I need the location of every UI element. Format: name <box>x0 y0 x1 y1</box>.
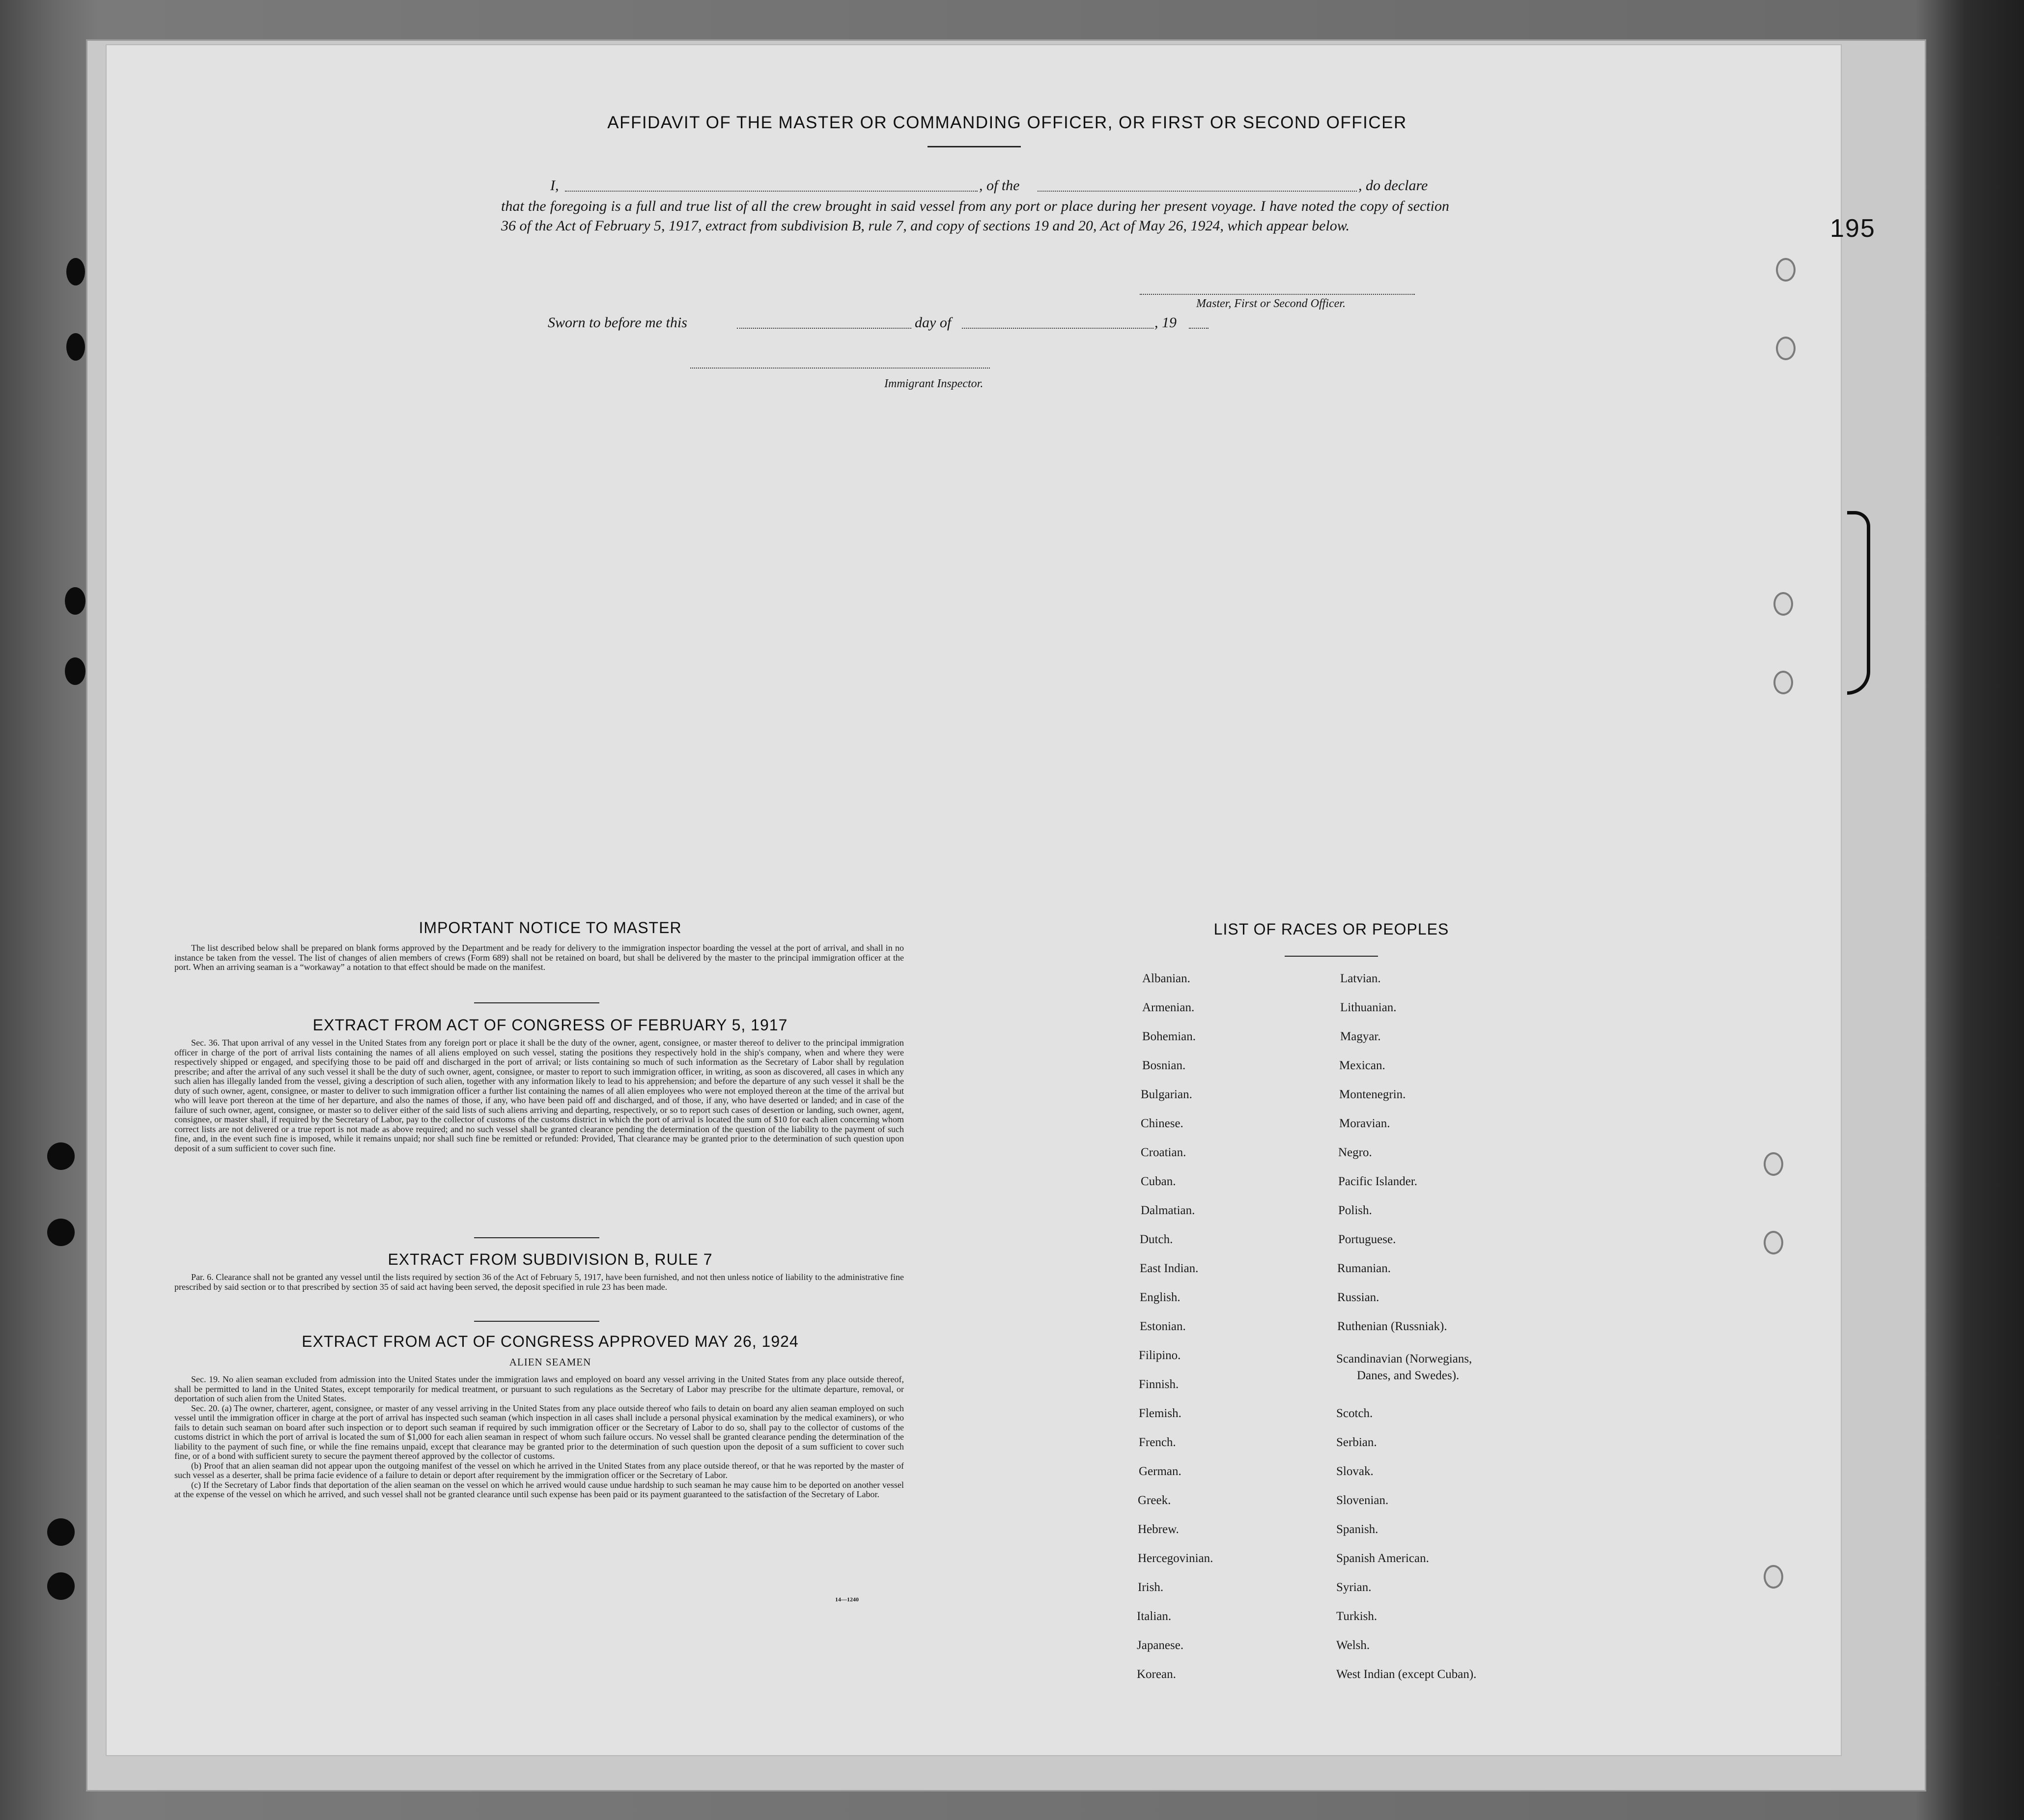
race-item: Serbian. <box>1336 1436 1377 1449</box>
race-item: Filipino. <box>1139 1349 1181 1362</box>
race-item: Dutch. <box>1140 1233 1173 1246</box>
pencil-mark <box>1847 511 1870 695</box>
race-item: French. <box>1139 1436 1176 1449</box>
title-rule <box>928 146 1021 147</box>
declarant-name-field[interactable] <box>565 191 978 192</box>
race-item: Negro. <box>1338 1146 1372 1159</box>
race-item: Flemish. <box>1139 1407 1181 1420</box>
race-item: Bulgarian. <box>1141 1088 1192 1101</box>
race-item: Spanish American. <box>1336 1552 1429 1565</box>
race-item: Bohemian. <box>1142 1030 1196 1043</box>
extract-1917-text: Sec. 36. That upon arrival of any vessel in the United States from any foreign port or place it shall be the duty of the owner, agent, consignee, or master thereof to deliver to the principal immigration officer in charge of the port of arrival lists containing the names of all aliens employed on such vessel, stating the positions they respectively hold in the ship's company, when and where they were respectively shipped or engaged, and specifying those to be paid off and discharged in the port of arrival; or lists containing so much of such information as the Secretary of Labor shall by regulation prescribe; and after the arrival of any such vessel it shall be the duty of such owner, agent, consignee, or master to report to such immigration officer, in writing, as soon as discovered, all cases in which any such alien has illegally landed from the vessel, giving a description of such alien, together with any information likely to lead to his apprehension; and before the departure of any such vessel it shall be the duty of such owner, agent, consignee, or master to deliver to such immigration officer a further list containing the names of all alien employees who were not employed thereon at the time of the arrival but who will leave port thereon at the time of her departure, and also the names of those, if any, who have been paid off and discharged, and of those, if any, who have deserted or landed; and in case of the failure of such owner, agent, consignee, or master so to deliver either of the said lists of such aliens arriving and departing, respectively, or so to report such cases of desertion or landing, such owner, agent, consignee, or master shall, if required by the Secretary of Labor, pay to the collector of customs of the customs district in which the port of arrival is located the sum of $10 for each alien concerning whom correct lists are not delivered or a true report is not made as above required; and no such vessel shall be granted clearance pending the determination of the question of the liability to the payment of such fine, and, in the event such fine is imposed, while it remains unpaid; nor shall such fine be remitted or refunded: Provided, That clearance may be granted prior to the determination of such question upon deposit of a sum sufficient to cover such fine. <box>174 1038 904 1153</box>
race-item: Danes, and Swedes). <box>1357 1369 1460 1382</box>
race-item: Scotch. <box>1336 1407 1373 1420</box>
extract-1924-text <box>174 1375 904 1500</box>
binder-hole <box>66 333 85 361</box>
punch-hole <box>1776 258 1796 282</box>
race-item: Spanish. <box>1336 1523 1378 1536</box>
race-item: Bosnian. <box>1142 1059 1186 1072</box>
declarant-label: I, <box>550 177 559 194</box>
race-item: East Indian. <box>1140 1262 1199 1275</box>
race-item: Korean. <box>1137 1668 1176 1681</box>
race-item: Irish. <box>1138 1581 1164 1594</box>
race-item: Moravian. <box>1339 1117 1390 1130</box>
race-item: Chinese. <box>1141 1117 1183 1130</box>
race-item: Ruthenian (Russniak). <box>1337 1320 1447 1333</box>
race-item: Italian. <box>1137 1610 1172 1623</box>
form-number: 14—1240 <box>835 1596 859 1603</box>
punch-hole <box>1773 592 1793 616</box>
race-item: Hebrew. <box>1138 1523 1179 1536</box>
sworn-day-field[interactable] <box>737 328 911 329</box>
race-item: Scandinavian (Norwegians, <box>1336 1352 1472 1365</box>
sworn-year-field[interactable] <box>1189 328 1209 329</box>
race-item: Pacific Islander. <box>1338 1175 1418 1188</box>
bleed-through <box>1482 419 1801 959</box>
extract-rule7-text: Par. 6. Clearance shall not be granted any vessel until the lists required by section 36 of the Act of February 5, 1917, have been furnished, and not then unless notice of liability to the administrative fine prescribed by said section or to that prescribed by section 35 of said act having been served, the deposit specified in rule 23 has been made. <box>174 1272 904 1292</box>
inspector-caption: Immigrant Inspector. <box>884 377 984 390</box>
race-item: Japanese. <box>1137 1639 1184 1652</box>
race-item: Montenegrin. <box>1339 1088 1406 1101</box>
alien-seamen-subheading: ALIEN SEAMEN <box>509 1356 591 1368</box>
affidavit-statement: that the foregoing is a full and true list of all the crew brought in said vessel from any port or place during her present voyage. I have noted the copy of section 36 of the Act of February 5, 1917, extract from subdivision B, rule 7, and copy of sections 19 and 20, Act of May 26, 1924, which appear below. <box>501 198 1449 234</box>
punch-hole <box>1773 671 1793 694</box>
section-20c-text: (c) If the Secretary of Labor finds that deportation of the alien seaman on the vessel on which he arrived would cause undue hardship to such seaman he may cause him to be deported on another vessel at the expense of the vessel on which he arrived, and such vessel shall not be granted clearance until such expense has been paid or its payment guaranteed to the satisfaction of the Secretary of Labor. <box>174 1479 904 1499</box>
binder-hole <box>47 1142 75 1170</box>
extract-rule7-heading: EXTRACT FROM SUBDIVISION B, RULE 7 <box>388 1251 713 1268</box>
race-item: Magyar. <box>1340 1030 1381 1043</box>
officer-signature-caption: Master, First or Second Officer. <box>1196 297 1346 310</box>
punch-hole <box>1764 1152 1783 1176</box>
race-item: Russian. <box>1337 1291 1379 1304</box>
notice-heading: IMPORTANT NOTICE TO MASTER <box>419 919 682 937</box>
punch-hole <box>1764 1565 1783 1589</box>
extract-1924-heading: EXTRACT FROM ACT OF CONGRESS APPROVED MAY 26, 1924 <box>302 1333 799 1350</box>
binder-hole <box>66 258 85 285</box>
race-item: Welsh. <box>1336 1639 1370 1652</box>
races-rule <box>1285 956 1378 957</box>
year-label: , 19 <box>1154 314 1177 331</box>
extract-1917-heading: EXTRACT FROM ACT OF CONGRESS OF FEBRUARY 5, 1917 <box>312 1016 788 1034</box>
binder-hole <box>65 587 85 615</box>
race-item: Syrian. <box>1336 1581 1372 1594</box>
section-19-text: Sec. 19. No alien seaman excluded from admission into the United States under the immigration laws and employed on board any vessel arriving in the United States from any place outside thereof, shall be permitted to land in the United States, except temporarily for medical treatment, or pursuant to such regulations as the Secretary of Labor may prescribe for the ultimate departure, removal, or deportation of such alien from the United States. <box>174 1374 904 1403</box>
race-item: Estonian. <box>1140 1320 1186 1333</box>
race-item: Armenian. <box>1142 1001 1195 1014</box>
day-of-label: day of <box>915 314 952 331</box>
vessel-name-field[interactable] <box>1038 191 1357 192</box>
binder-hole <box>47 1518 75 1546</box>
race-item: West Indian (except Cuban). <box>1336 1668 1477 1681</box>
sworn-month-field[interactable] <box>962 328 1153 329</box>
race-item: Slovak. <box>1336 1465 1374 1478</box>
race-item: Lithuanian. <box>1340 1001 1397 1014</box>
section-20b-text: (b) Proof that an alien seaman did not appear upon the outgoing manifest of the vessel on which he arrived in the United States from any place outside thereof, or that he was reported by the master of such vessel as a deserter, shall be prima facie evidence of a failure to detain or deport after requirement by the immigration officer or the Secretary of Labor. <box>174 1460 904 1480</box>
sworn-label: Sworn to before me this <box>548 314 687 331</box>
affidavit-title: AFFIDAVIT OF THE MASTER OR COMMANDING OFFICER, OR FIRST OR SECOND OFFICER <box>607 113 1407 132</box>
binder-hole <box>65 657 85 685</box>
race-item: Mexican. <box>1339 1059 1385 1072</box>
punch-hole <box>1776 337 1796 360</box>
officer-signature-field[interactable] <box>1140 294 1415 295</box>
vessel-label: , of the <box>979 177 1020 194</box>
page-number-stamp: 195 <box>1830 214 1876 243</box>
race-item: Greek. <box>1138 1494 1171 1507</box>
race-item: Polish. <box>1338 1204 1372 1217</box>
race-item: Dalmatian. <box>1141 1204 1195 1217</box>
races-heading: LIST OF RACES OR PEOPLES <box>1213 920 1449 938</box>
race-item: Slovenian. <box>1336 1494 1389 1507</box>
race-item: Rumanian. <box>1337 1262 1391 1275</box>
race-item: Latvian. <box>1340 972 1381 985</box>
race-item: English. <box>1140 1291 1181 1304</box>
punch-hole <box>1764 1231 1783 1254</box>
section-rule <box>474 1321 599 1322</box>
notice-text: The list described below shall be prepared on blank forms approved by the Department and be ready for delivery to the immigration inspector boarding the vessel at the port of arrival, and shall in no instance be taken from the vessel. The list of changes of alien members of crews (Form 689) shall not be retained on board, but shall be delivered by the master to the principal immigration officer at the port. When an arriving seaman is a “workaway” a notation to that effect should be made on the manifest. <box>174 943 904 972</box>
race-item: German. <box>1139 1465 1181 1478</box>
race-item: Hercegovinian. <box>1138 1552 1213 1565</box>
section-rule <box>474 1237 599 1238</box>
race-item: Croatian. <box>1141 1146 1186 1159</box>
declare-label: , do declare <box>1358 177 1428 194</box>
section-rule <box>474 1002 599 1003</box>
race-item: Cuban. <box>1141 1175 1176 1188</box>
race-item: Finnish. <box>1139 1378 1179 1391</box>
race-item: Albanian. <box>1142 972 1190 985</box>
section-20a-text: Sec. 20. (a) The owner, charterer, agent, consignee, or master of any vessel arriving in the United States from any place outside thereof who fails to detain on board any alien seaman employed on such vessel until the immigration officer in charge at the port of arrival has inspected such seaman (which inspection in all cases shall include a personal physical examination by the medical examiners), or who fails to detain such seaman on board after such inspection or to deport such seaman if required by such immigration officer or the Secretary of Labor to do so, shall pay to the collector of customs of the customs district in which the port of arrival is located the sum of $1,000 for each alien seaman in respect of whom such failure occurs. No vessel shall be granted clearance pending the determination of the liability to the payment of such fine, or while the fine remains unpaid, except that clearance may be granted prior to the determination of such question upon the deposit of a sum sufficient to cover such fine, or of a bond with sufficient surety to secure the payment thereof approved by the collector of customs. <box>174 1403 904 1461</box>
binder-hole <box>47 1572 75 1600</box>
race-item: Turkish. <box>1336 1610 1377 1623</box>
binder-hole <box>47 1219 75 1246</box>
race-item: Portuguese. <box>1338 1233 1396 1246</box>
inspector-signature-field[interactable] <box>690 368 990 369</box>
